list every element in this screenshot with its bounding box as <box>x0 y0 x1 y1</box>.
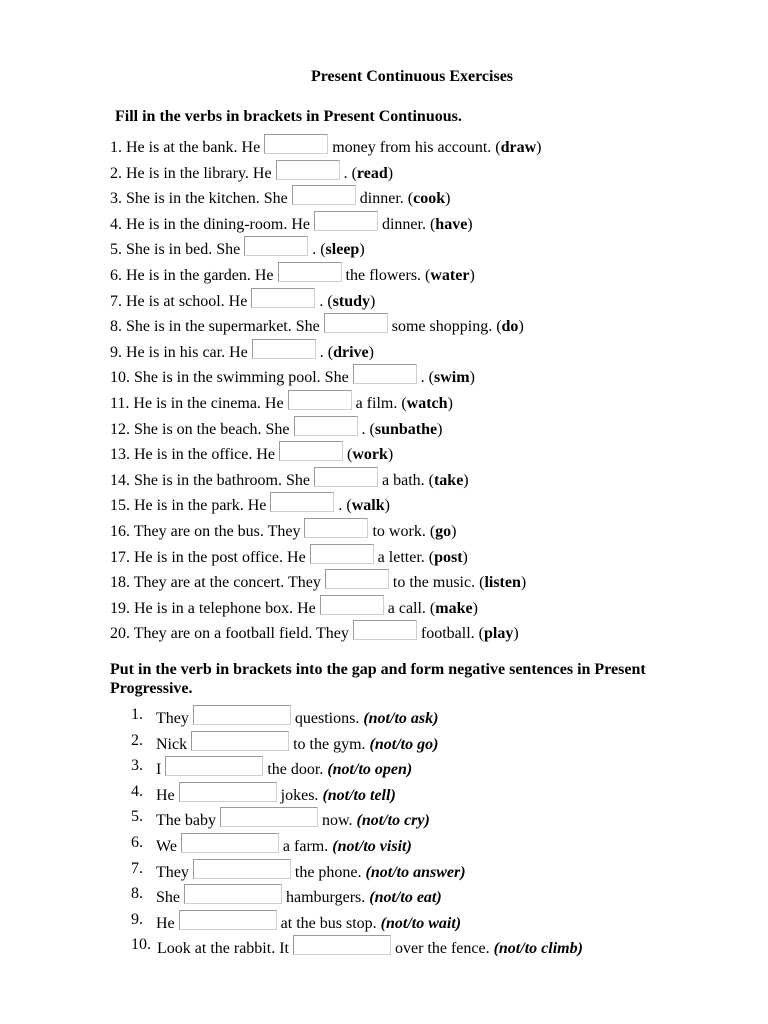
exercise-item <box>110 441 393 465</box>
item-subject: They <box>156 863 189 881</box>
item-close: ) <box>437 420 443 438</box>
item-continuation: . ( <box>420 369 434 387</box>
item-close: ) <box>359 241 365 259</box>
item-continuation: a letter. ( <box>377 548 435 566</box>
item-verb: make <box>435 599 473 617</box>
item-sentence: He is in the garden. He <box>126 267 274 284</box>
answer-field[interactable] <box>264 134 328 154</box>
item-continuation: a call. ( <box>387 599 436 617</box>
item-hint: (not/to climb) <box>493 940 583 958</box>
item-number: 8. <box>131 885 143 903</box>
item-continuation: . ( <box>361 420 375 438</box>
answer-field[interactable] <box>165 756 263 776</box>
exercise-item <box>110 160 393 184</box>
answer-field[interactable] <box>184 884 282 904</box>
answer-field[interactable] <box>191 731 289 751</box>
item-sentence: She is in the swimming pool. She <box>134 369 349 387</box>
item-sentence: He is in the post office. He <box>134 548 306 566</box>
item-verb: listen <box>484 574 521 592</box>
item-continuation: to the music. ( <box>392 574 485 592</box>
item-number: 10. <box>110 369 130 387</box>
item-verb: drive <box>333 343 369 361</box>
item-number: 4. <box>131 782 143 800</box>
item-sentence: He is in the dining-room. He <box>126 215 310 233</box>
item-number: 3. <box>131 757 143 775</box>
exercise-item <box>110 492 390 516</box>
item-continuation: dinner. ( <box>359 190 414 208</box>
item-number: 7. <box>110 292 122 310</box>
item-verb: walk <box>351 497 385 515</box>
item-subject: They <box>156 710 189 727</box>
item-continuation: a bath. ( <box>381 471 434 489</box>
item-sentence: He is in his car. He <box>126 343 248 361</box>
exercise-item <box>110 595 478 619</box>
item-number: 14. <box>110 471 130 489</box>
item-close: ) <box>368 343 374 361</box>
exercise-item <box>110 364 475 388</box>
item-sentence: They are on a football field. They <box>133 625 349 643</box>
item-continuation: a farm. <box>282 838 329 855</box>
item-verb: read <box>356 164 388 182</box>
item-number: 9. <box>110 343 122 361</box>
item-continuation: jokes. <box>280 786 319 804</box>
exercise-item <box>110 288 375 312</box>
answer-field[interactable] <box>294 416 358 436</box>
item-subject: He <box>156 914 175 932</box>
exercise-item <box>110 185 450 209</box>
item-close: ) <box>462 548 468 566</box>
exercise-item <box>110 339 374 363</box>
answer-field[interactable] <box>293 935 391 955</box>
item-close: ) <box>370 292 376 310</box>
item-continuation: the flowers. ( <box>345 267 431 284</box>
item-number: 6. <box>110 267 122 284</box>
item-continuation: questions. <box>294 710 360 727</box>
answer-field[interactable] <box>320 595 384 615</box>
answer-field[interactable] <box>278 262 342 282</box>
item-verb: draw <box>500 139 537 156</box>
answer-field[interactable] <box>276 160 340 180</box>
item-verb: play <box>484 625 514 643</box>
item-close: ) <box>513 625 519 643</box>
item-hint: (not/to tell) <box>322 786 396 804</box>
item-close: ) <box>387 446 394 464</box>
item-continuation: the phone. <box>294 863 362 881</box>
item-verb: watch <box>406 395 448 412</box>
answer-field[interactable] <box>353 364 417 384</box>
item-number: 20. <box>110 625 130 643</box>
item-verb: sleep <box>325 241 360 259</box>
answer-field[interactable] <box>193 859 291 879</box>
item-sentence: She is in the kitchen. She <box>126 190 288 208</box>
item-sentence: She is on the beach. She <box>134 420 290 438</box>
answer-field[interactable] <box>193 705 291 725</box>
answer-field[interactable] <box>288 390 352 410</box>
item-verb: cook <box>413 190 446 208</box>
item-number: 5. <box>131 808 143 826</box>
item-continuation: to work. ( <box>372 523 436 540</box>
item-close: ) <box>445 190 451 208</box>
item-close: ) <box>536 139 542 156</box>
item-close: ) <box>472 599 478 617</box>
item-number: 4. <box>110 215 122 233</box>
item-subject: We <box>156 838 177 855</box>
item-close: ) <box>463 471 469 489</box>
item-verb: work <box>352 446 388 464</box>
item-continuation: . ( <box>319 292 333 310</box>
exercise-item <box>110 544 468 568</box>
item-close: ) <box>387 164 394 182</box>
item-verb: swim <box>434 369 470 387</box>
item-continuation: ( <box>347 446 353 464</box>
item-verb: do <box>501 318 519 336</box>
exercise-item <box>110 134 541 158</box>
item-continuation: hamburgers. <box>286 889 366 907</box>
item-verb: sunbathe <box>374 420 438 438</box>
item-verb: water <box>430 267 470 284</box>
item-continuation: . ( <box>319 343 334 361</box>
item-verb: post <box>434 548 463 566</box>
answer-field[interactable] <box>251 288 315 308</box>
item-continuation: at the bus stop. <box>280 914 377 932</box>
item-number: 19. <box>110 599 130 617</box>
item-continuation: a film. ( <box>355 395 407 412</box>
answer-field[interactable] <box>310 544 374 564</box>
item-subject: He <box>156 786 175 804</box>
item-hint: (not/to open) <box>327 761 413 779</box>
item-sentence: He is in the office. He <box>134 446 275 464</box>
item-sentence: They are on the bus. They <box>133 523 301 540</box>
exercise-item <box>110 262 475 286</box>
item-sentence: She is in the bathroom. She <box>134 471 310 489</box>
item-sentence: She is in the supermarket. She <box>126 318 320 336</box>
item-continuation: football. ( <box>420 625 484 643</box>
item-number: 15. <box>110 497 130 515</box>
exercise-item <box>110 620 519 644</box>
exercise-item <box>110 416 442 440</box>
item-hint: (not/to go) <box>369 735 439 753</box>
item-number: 1. <box>110 139 122 156</box>
item-number: 6. <box>131 834 143 851</box>
exercise-item <box>110 390 453 414</box>
item-continuation: to the gym. <box>293 735 366 753</box>
item-number: 5. <box>110 241 122 259</box>
item-hint: (not/to wait) <box>380 914 462 932</box>
answer-field[interactable] <box>220 807 318 827</box>
item-sentence: He is in the library. He <box>126 164 272 182</box>
item-subject: She <box>156 889 180 907</box>
answer-field[interactable] <box>252 339 316 359</box>
item-sentence: He is at school. He <box>126 292 248 310</box>
item-hint: (not/to eat) <box>369 889 442 907</box>
item-sentence: He is in a telephone box. He <box>134 599 316 617</box>
item-sentence: He is in the cinema. He <box>133 395 284 412</box>
exercise-item <box>110 518 456 542</box>
item-sentence: They are at the concert. They <box>133 574 321 592</box>
item-number: 1. <box>131 706 143 723</box>
answer-field[interactable] <box>325 569 389 589</box>
answer-field[interactable] <box>314 211 378 231</box>
answer-field[interactable] <box>181 833 279 853</box>
item-number: 18. <box>110 574 130 592</box>
item-verb: take <box>433 471 464 489</box>
answer-field[interactable] <box>292 185 356 205</box>
answer-field[interactable] <box>304 518 368 538</box>
item-subject: I <box>156 761 162 779</box>
item-hint: (not/to ask) <box>363 710 439 727</box>
answer-field[interactable] <box>244 236 308 256</box>
item-sentence: She is in bed. She <box>126 241 241 259</box>
item-verb: have <box>435 215 468 233</box>
item-number: 2. <box>131 731 143 749</box>
answer-field[interactable] <box>324 313 388 333</box>
item-close: ) <box>469 369 475 387</box>
item-close: ) <box>451 523 457 540</box>
section2-heading: Put in the verb in brackets into the gap and form negative sentences in Present Progressive. <box>110 661 646 697</box>
item-continuation: . ( <box>343 164 357 182</box>
item-close: ) <box>469 267 475 284</box>
exercise-item <box>110 211 473 235</box>
item-number: 7. <box>131 859 143 877</box>
item-subject: Nick <box>156 735 188 753</box>
answer-field[interactable] <box>353 620 417 640</box>
item-close: ) <box>518 318 524 336</box>
section1-heading: Fill in the verbs in brackets in Present Continuous. <box>115 108 462 125</box>
item-verb: go <box>435 523 452 540</box>
item-hint: (not/to cry) <box>356 812 430 830</box>
exercise-item <box>110 236 365 260</box>
item-subject: Look at the rabbit. It <box>157 940 289 958</box>
item-number: 9. <box>131 910 143 928</box>
item-close: ) <box>467 215 473 233</box>
item-sentence: He is at the bank. He <box>126 139 261 156</box>
exercise-item <box>110 313 524 337</box>
item-continuation: now. <box>321 812 353 830</box>
answer-field[interactable] <box>179 910 277 930</box>
answer-field[interactable] <box>314 467 378 487</box>
item-number: 10. <box>131 936 151 954</box>
page-title: Present Continuous Exercises <box>310 68 514 85</box>
item-continuation: over the fence. <box>394 940 490 958</box>
item-number: 17. <box>110 548 130 566</box>
item-close: ) <box>447 395 453 412</box>
item-sentence: He is in the park. He <box>134 497 267 515</box>
item-hint: (not/to answer) <box>365 863 466 881</box>
exercise-item <box>110 569 526 593</box>
item-number: 2. <box>110 164 122 182</box>
exercise-item <box>110 467 469 491</box>
item-continuation: . ( <box>312 241 326 259</box>
item-continuation: some shopping. ( <box>391 318 502 336</box>
item-verb: study <box>332 292 370 310</box>
item-hint: (not/to visit) <box>332 838 412 855</box>
item-number: 11. <box>110 395 130 412</box>
item-subject: The baby <box>156 812 216 830</box>
item-number: 12. <box>110 420 130 438</box>
item-number: 8. <box>110 318 122 336</box>
answer-field[interactable] <box>270 492 334 512</box>
item-number: 3. <box>110 190 122 208</box>
item-number: 13. <box>110 446 130 464</box>
answer-field[interactable] <box>179 782 277 802</box>
item-continuation: money from his account. ( <box>332 139 501 156</box>
answer-field[interactable] <box>279 441 343 461</box>
item-close: ) <box>520 574 527 592</box>
item-close: ) <box>384 497 390 515</box>
item-continuation: . ( <box>338 497 352 515</box>
item-number: 16. <box>110 523 130 540</box>
item-continuation: the door. <box>267 761 324 779</box>
item-continuation: dinner. ( <box>381 215 436 233</box>
